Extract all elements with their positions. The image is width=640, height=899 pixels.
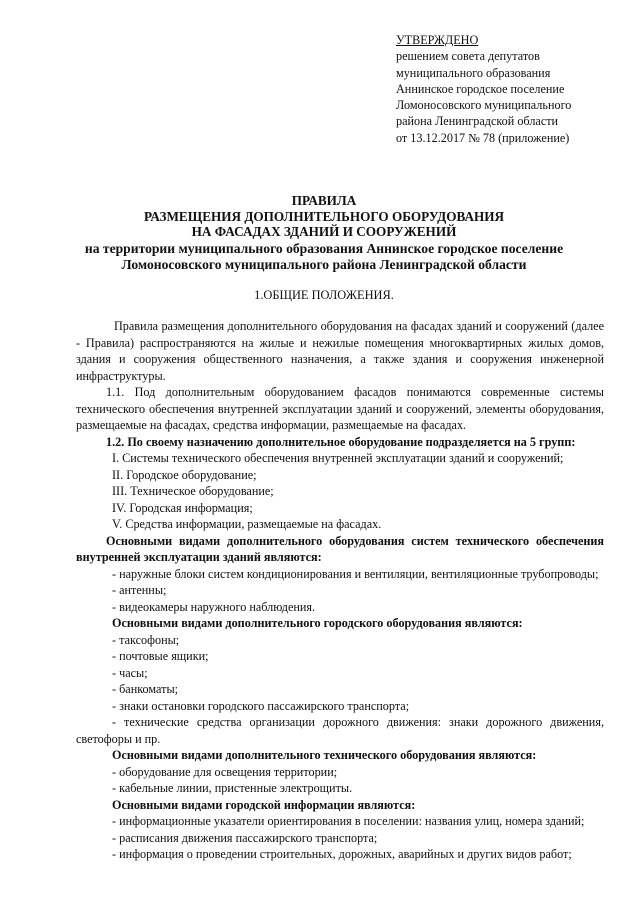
title-line: ПРАВИЛА [291,193,357,208]
list-item: III. Техническое оборудование; [112,484,274,498]
document-title [64,193,584,273]
title-line: на территории муниципального образования Аннинское городское поселение [84,240,564,256]
subheading-city-information: Основными видами городской информации являются: [112,797,416,812]
title-line: Ломоносовского муниципального района Ленинградской области [121,257,527,273]
list-item: - оборудование для освещения территории; [112,764,338,779]
list-item: - кабельные линии, пристенные электрощиты. [112,781,353,795]
list-item: - видеокамеры наружного наблюдения. [112,599,316,614]
list-item: - технические средства организации дорожного движения: знаки дорожного движения, светофоры и пр. [76,715,604,746]
approval-line: Ломоносовского муниципального [396,98,572,113]
list-item: - таксофоны; [112,632,180,647]
subheading-technical-equipment: Основными видами дополнительного технического оборудования являются: [112,748,537,762]
paragraph-1-2: 1.2. По своему назначению дополнительное оборудование подразделяется на 5 групп: [106,434,576,449]
list-item: - знаки остановки городского пассажирского транспорта; [112,698,410,713]
list-item: - информация о проведении строительных, дорожных, аварийных и других видов работ; [112,847,572,861]
list-item: - банкоматы; [112,682,179,696]
list-item: V. Средства информации, размещаемые на фасадах. [112,517,382,531]
list-item: II. Городское оборудование; [112,467,257,482]
subheading-city-equipment: Основными видами дополнительного городского оборудования являются: [112,616,523,630]
approval-heading: УТВЕРЖДЕНО [396,33,479,47]
list-item: IV. Городская информация; [112,500,253,515]
paragraph-1-1: 1.1. Под дополнительным оборудованием фасадов понимаются современные системы технического обеспечения внутренней эксплуатации зданий и сооружений, элементы оборудования, размещаемые на фасадах, средства информации, размещаемые на фасадах. [76,385,604,432]
approval-line: Аннинское городское поселение [396,81,565,96]
list-item: - почтовые ящики; [112,649,209,663]
paragraph-intro: Правила размещения дополнительного оборудования на фасадах зданий и сооружений (далее - Правила) распространяются на жилые и нежилые помещения многоквартирных жилых домов, здания и сооружения общественного назначения, а также здания и сооружения инженерной инфраструктуры. [76,319,604,383]
list-item: - информационные указатели ориентирования в поселении: названия улиц, номера зданий; [112,814,585,828]
list-item: - антенны; [112,583,167,597]
approval-line: решением совета депутатов [396,49,540,64]
approval-block [396,32,628,146]
list-item: - наружные блоки систем кондиционирования и вентиляции, вентиляционные трубопроводы; [112,566,599,581]
list-item: - часы; [112,665,148,680]
title-line: НА ФАСАДАХ ЗДАНИЙ И СООРУЖЕНИЙ [191,224,457,240]
list-item: I. Системы технического обеспечения внутренней эксплуатации зданий и сооружений; [112,451,564,465]
document-body [76,318,604,863]
section-heading: 1.ОБЩИЕ ПОЛОЖЕНИЯ. [254,288,394,302]
subheading-systems: Основными видами дополнительного оборудования систем технического обеспечения внутренней эксплуатации зданий являются: [76,533,604,564]
title-line: РАЗМЕЩЕНИЯ ДОПОЛНИТЕЛЬНОГО ОБОРУДОВАНИЯ [143,208,505,224]
approval-line: района Ленинградской области [396,114,559,129]
approval-line: муниципального образования [396,65,551,80]
list-item: - расписания движения пассажирского транспорта; [112,830,378,845]
approval-line: от 13.12.2017 № 78 (приложение) [396,130,570,145]
